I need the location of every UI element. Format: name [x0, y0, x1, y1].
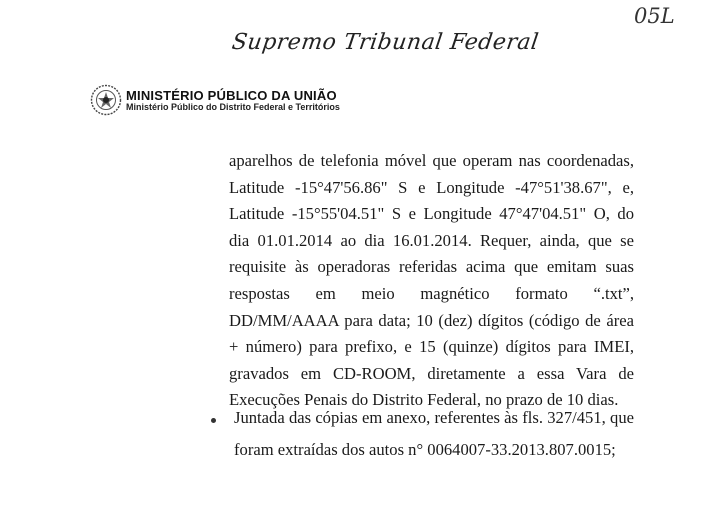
paragraph-text: aparelhos de telefonia móvel que operam nas coordenadas, Latitude -15°47'56.86" S e Longitude -47°51'38.67", e, Latitude -15°55'04.51" S e Longitude 47°47'04.51" O, do dia 01.01.2014 ao dia 16.01.2014. Requer, ainda, que se requisite às operadoras referidas acima que emitam suas respostas em meio magnético formato “.txt”, DD/MM/AAAA para data; 10 (dez) dígitos (código de área + número) para prefixo, e 15 (quinze) dígitos para IMEI, gravados em CD-ROOM, diretamente a essa Vara de Execuções Penais do Distrito Federal, no prazo de 10 dias.: [229, 151, 634, 410]
org-name: MINISTÉRIO PÚBLICO DA UNIÃO: [126, 88, 337, 103]
org-subtitle: Ministério Público do Distrito Federal e Territórios: [126, 102, 340, 112]
bullet-icon: [211, 418, 216, 423]
bullet-item-text: Juntada das cópias em anexo, referentes às fls. 327/451, que foram extraídas dos autos n° 0064007-33.2013.807.0015;: [234, 408, 634, 459]
coat-of-arms-icon: [90, 84, 122, 116]
bullet-item: [234, 402, 634, 466]
court-title: Supremo Tribunal Federal: [230, 30, 541, 55]
page-number: 05L: [634, 4, 675, 28]
body-paragraph: [229, 148, 634, 414]
